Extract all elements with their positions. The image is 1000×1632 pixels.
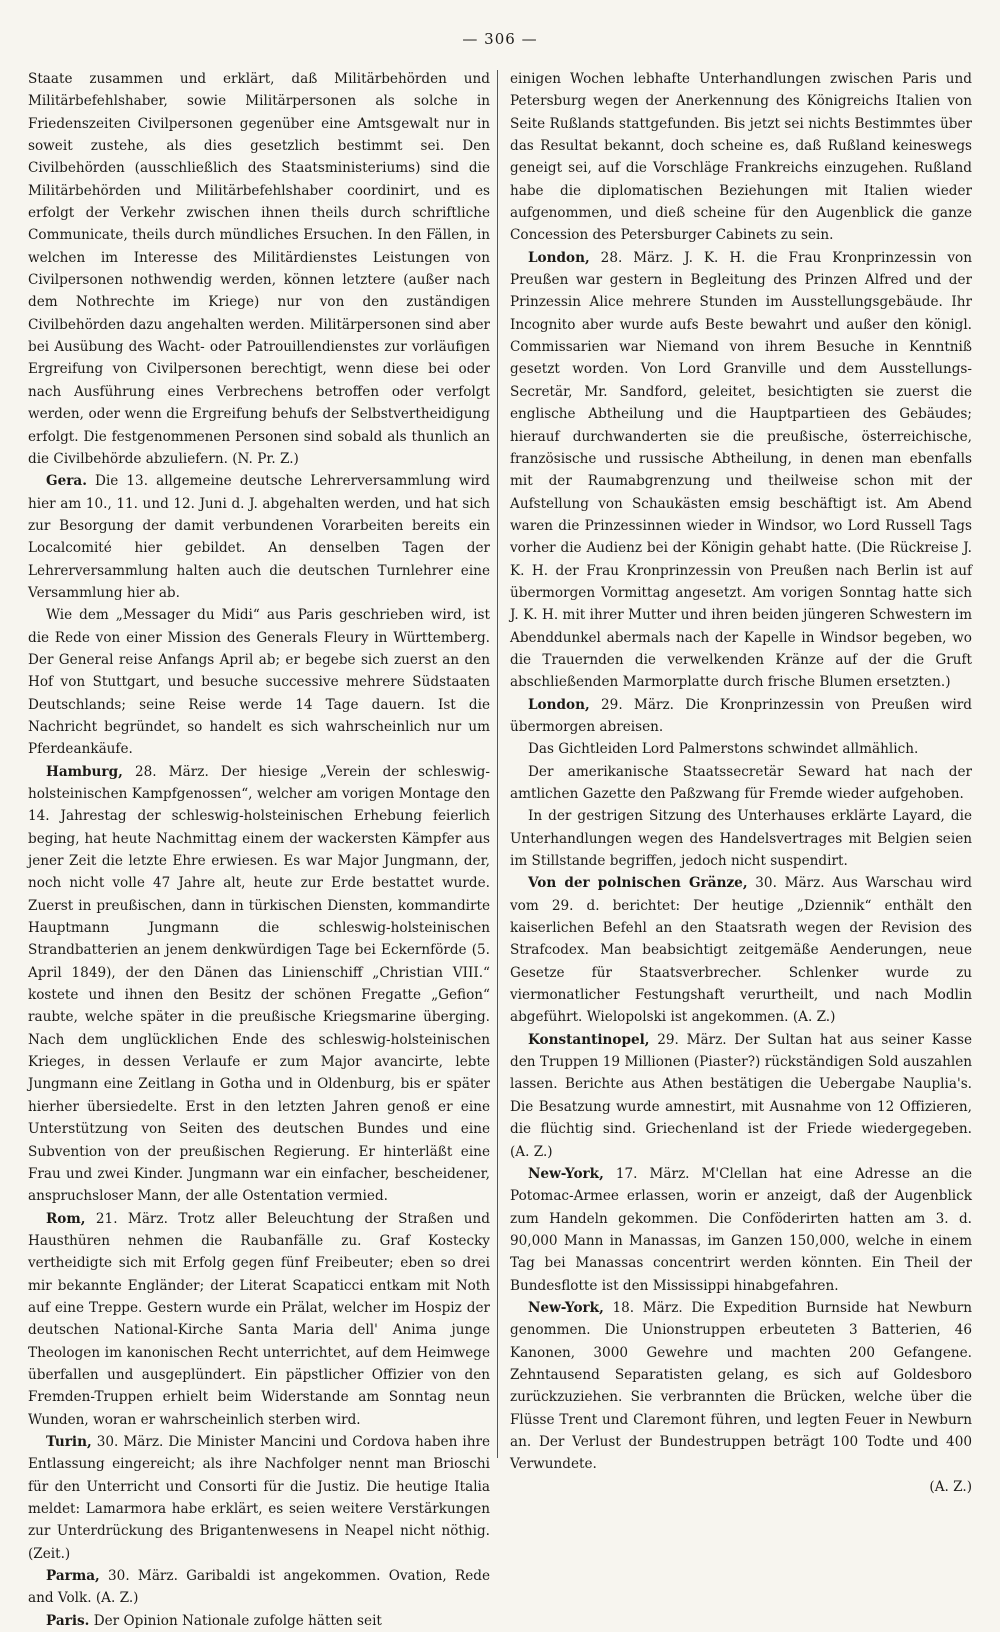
article-dateline: Hamburg, xyxy=(46,763,123,780)
article-source: (Zeit.) xyxy=(28,1545,71,1562)
article-dateline: New-York, xyxy=(528,1299,604,1316)
page-number: — 306 — xyxy=(462,30,538,48)
article-text: 28. März. J. K. H. die Frau Kronprinzessin von Preußen war gestern in Begleitung des Prinzen Alfred und der Prinzessin Alice mehrere Stunden im Ausstellungsgebäude. Ihr Incognito aber wurde aufs Beste bewahrt und außer den königl. Commissarien war Niemand von ihrem Besuche in Kenntniß gesetzt worden. Von Lord Granville und dem Ausstellungs-Secretär, Mr. Sandford, geleitet, besichtigten sie zuerst die englische Abtheilung und die Hauptpartieen des Gebäudes; hierauf durchwanderten sie die preußische, österreichische, französische und russische Abtheilung, in denen man ebenfalls mit der Raumabgrenzung und theilweise schon mit der Aufstellung von Schaukästen emsig beschäftigt ist. Am Abend waren die Prinzessinnen wieder in Windsor, wo Lord Russell Tags vorher die Audienz bei der Königin gehabt hatte. (Die Rückreise J. K. H. der Frau Kronprinzessin von Preußen nach Berlin ist auf übermorgen Vormittag angesetzt. Am vorigen Sonntag hatte sich J. K. H. mit ihrer Mutter und ihren beiden jüngeren Schwestern im Abenddunkel abermals nach der Kapelle in Windsor begeben, wo die Trauernden die verwelkenden Kränze auf der die Gruft abschließenden Marmorplatte durch frische Blumen ersetzten.) xyxy=(510,249,973,691)
right-column xyxy=(510,68,972,1498)
article-dateline: Konstantinopel, xyxy=(528,1031,650,1048)
article-paragraph xyxy=(510,1476,972,1498)
article-paragraph xyxy=(510,1163,972,1297)
article-dateline: Turin, xyxy=(46,1433,92,1450)
article-text: 30. März. Aus Warschau wird vom 29. d. berichtet: Der heutige „Dziennik“ enthält den kaiserlichen Befehl an den Staatsrath wegen der Revision des Strafcodex. Man beabsichtigt zeitgemäße Aenderungen, neue Gesetze für Staatsverbrecher. Schlenker wurde zu viermonatlicher Festungshaft verurtheilt, und nach Modlin abgeführt. Wielopolski ist angekommen. xyxy=(510,875,972,1026)
article-text: 29. März. Die Kronprinzessin von Preußen wird übermorgen abreisen. xyxy=(510,696,973,735)
article-source: (A. Z.) xyxy=(792,1009,836,1026)
column-divider xyxy=(497,70,498,1458)
article-text: Staate zusammen und erklärt, daß Militärbehörden und Militärbefehlshaber, sowie Militärpersonen als solche in Friedenszeiten Civilpersonen gegenüber eine Amtsgewalt nur in soweit zustehe, als dies gesetzlich bestimmt sei. Den Civilbehörden (ausschließlich des Staatsministeriums) sind die Militärbehörden und Militärbefehlshaber coordinirt, und es erfolgt der Verkehr zwischen ihnen theils durch schriftliche Communicate, theils durch mündliches Ersuchen. In den Fällen, in welchen im Interesse des Militärdienstes Leistungen von Civilpersonen nothwendig werden, können letztere (außer nach dem Nothrechte im Kriege) nur von den zuständigen Civilbehörden dazu angehalten werden. Militärpersonen sind aber bei Ausübung des Wacht- oder Patrouillendienstes zur vorläufigen Ergreifung von Civilpersonen berechtigt, wenn diese bei oder nach Ausführung eines Verbrechens betroffen oder verfolgt werden, oder wenn die Ergreifung behufs der Selbstvertheidigung erfolgt. Die festgenommenen Personen sind sobald als thunlich an die Civilbehörde abzuliefern. xyxy=(28,71,490,467)
article-dateline: Rom, xyxy=(46,1210,86,1227)
article-source: (A. Z.) xyxy=(929,1478,972,1495)
article-paragraph xyxy=(510,872,972,1028)
article-paragraph xyxy=(28,470,490,604)
article-paragraph xyxy=(510,1029,972,1163)
article-text: einigen Wochen lebhafte Unterhandlungen zwischen Paris und Petersburg wegen der Anerkennung des Königreichs Italien von Seite Rußlands stattgefunden. Bis jetzt sei nichts Bestimmtes über das Resultat bekannt, doch scheine es, daß Rußland keineswegs geneigt sei, auf die Vorschläge Frankreichs einzugehen. Rußland habe die diplomatischen Beziehungen mit Italien wieder aufgenommen, und dieß scheine für den Augenblick die ganze Concession des Petersburger Cabinets zu sein. xyxy=(510,71,972,244)
article-text: 30. März. Die Minister Mancini und Cordova haben ihre Entlassung eingereicht; als ihre Nachfolger nennt man Brioschi für den Unterricht und Consorti für die Justiz. Die heutige Italia meldet: Lamarmora habe erklärt, es seien weitere Verstärkungen zur Unterdrückung des Brigantenwesens in Neapel nicht nöthig. xyxy=(28,1433,490,1540)
article-paragraph xyxy=(510,694,972,739)
article-text: 30. März. Garibaldi ist angekommen. Ovation, Rede and Volk. xyxy=(28,1568,490,1607)
article-dateline: Paris. xyxy=(46,1612,90,1629)
article-paragraph xyxy=(28,1431,490,1565)
article-dateline: London, xyxy=(528,696,590,713)
article-text: Die 13. allgemeine deutsche Lehrerversammlung wird hier am 10., 11. und 12. Juni d. J. abgehalten werden, und hat sich zur Besorgung der damit verbundenen Vorarbeiten bereits ein Localcomité hier gebildet. An denselben Tagen der Lehrerversammlung halten auch die deutschen Turnlehrer eine Versammlung hier ab. xyxy=(28,473,490,601)
article-text: 21. März. Trotz aller Beleuchtung der Straßen und Hausthüren nehmen die Raubanfälle zu. Graf Kostecky vertheidigte sich mit Erfolg gegen fünf Freibeuter; eben so drei mir bekannte Engländer; der Literat Scapaticci entkam mit Noth auf eine Treppe. Gestern wurde ein Prälat, welcher im Hospiz der deutschen National-Kirche Santa Maria dell' Anima junge Theologen im kanonischen Recht unterrichtet, auf dem Heimwege überfallen und ausgeplündert. Ein päpstlicher Offizier von den Fremden-Truppen erhielt beim Widerstande am Sonntag neun Wunden, woran er wahrscheinlich sterben wird. xyxy=(28,1210,490,1428)
article-text: Das Gichtleiden Lord Palmerstons schwindet allmählich. xyxy=(528,741,919,758)
article-text: 29. März. Der Sultan hat aus seiner Kasse den Truppen 19 Millionen (Piaster?) rückständigen Sold auszahlen lassen. Berichte aus Athen bestätigen die Uebergabe Nauplia's. Die Besatzung wurde amnestirt, mit Ausnahme von 12 Offizieren, die flüchtig sind. Griechenland ist der Friede wiedergegeben. xyxy=(510,1031,972,1138)
article-dateline: Gera. xyxy=(46,473,87,490)
article-paragraph xyxy=(28,1610,490,1632)
article-source: (N. Pr. Z.) xyxy=(232,450,299,467)
article-text: In der gestrigen Sitzung des Unterhauses erklärte Layard, die Unterhandlungen wegen des Handelsvertrages mit Belgien seien im Stillstande begriffen, jedoch nicht suspendirt. xyxy=(510,808,972,870)
article-text: Wie dem „Messager du Midi“ aus Paris geschrieben wird, ist die Rede von einer Mission des Generals Fleury in Württemberg. Der General reise Anfangs April ab; er begebe sich zuerst an den Hof von Stuttgart, und besuche successive mehrere Südstaaten Deutschlands; seine Reise werde 14 Tage dauern. Ist die Nachricht begründet, so handelt es sich wahrscheinlich nur um Pferdeankäufe. xyxy=(28,607,490,758)
article-dateline: Parma, xyxy=(46,1568,100,1585)
article-source: (A. Z.) xyxy=(510,1143,553,1160)
article-paragraph xyxy=(28,1565,490,1610)
article-text: 18. März. Die Expedition Burnside hat Newburn genommen. Die Unionstruppen erbeuteten 3 Batterien, 46 Kanonen, 3000 Gewehre und machten 200 Gefangene. Zehntausend Separatisten gelang, es sich auf Goldesboro zurückzuziehen. Sie verbrannten die Brücken, welche über die Flüsse Trent und Claremont führen, und legten Feuer in Newburn an. Der Verlust der Bundestruppen beträgt 100 Todte und 400 Verwundete. xyxy=(510,1299,972,1473)
left-column xyxy=(28,68,490,1632)
article-paragraph xyxy=(510,247,972,694)
article-paragraph xyxy=(510,761,972,806)
article-paragraph xyxy=(510,68,972,247)
article-paragraph xyxy=(28,1208,490,1431)
article-text: Der amerikanische Staatssecretär Seward hat nach der amtlichen Gazette den Paßzwang für Fremde wieder aufgehoben. xyxy=(510,763,972,802)
article-text: 28. März. Der hiesige „Verein der schleswig-holsteinischen Kampfgenossen“, welcher am vorigen Montage den 14. Jahrestag der schleswig-holsteinischen Erhebung feierlich beging, hat heute Nachmittag einem der wackersten Kämpfer aus jener Zeit die letzte Ehre erwiesen. Es war Major Jungmann, der, noch nicht volle 47 Jahre alt, heute zur Erde bestattet wurde. Zuerst in preußischen, dann in türkischen Diensten, kommandirte Hauptmann Jungmann die schleswig-holsteinischen Strandbatterien an jenem denkwürdigen Tage bei Eckernförde (5. April 1849), der den Dänen das Linienschiff „Christian VIII.“ kostete und ihnen den Besitz der schönen Fregatte „Gefion“ raubte, welche später in die preußische Kriegsmarine überging. Nach dem unglücklichen Ende des schleswig-holsteinischen Krieges, in dessen Verlaufe er zum Major avancirte, lebte Jungmann eine Zeitlang in Gotha und in Oldenburg, bis er später hierher übersiedelte. Erst in den letzten Jahren genoß er eine Unterstützung von Seiten des deutschen Bundes und eine Subvention von der preußischen Regierung. Er hinterläßt eine Frau und zwei Kinder. Jungmann war ein einfacher, bescheidener, anspruchsloser Mann, der alle Ostentation vermied. xyxy=(28,763,490,1205)
article-dateline: Von der polnischen Gränze, xyxy=(528,875,748,892)
article-text: 17. März. M'Clellan hat eine Adresse an die Potomac-Armee erlassen, worin er anzeigt, daß der Augenblick zum Handeln gekommen. Die Conföderirten hatten am 3. d. 90,000 Mann in Manassas, im Ganzen 150,000, welche in einem Tag bei Manassas concentrirt werden könnten. Ein Theil der Bundesflotte ist den Mississippi hinabgefahren. xyxy=(510,1165,973,1294)
article-paragraph xyxy=(510,805,972,872)
article-paragraph xyxy=(510,738,972,760)
article-paragraph xyxy=(28,604,490,760)
article-paragraph xyxy=(28,68,490,470)
article-dateline: London, xyxy=(528,249,590,266)
article-text: Der Opinion Nationale zufolge hätten seit xyxy=(93,1612,382,1629)
article-paragraph xyxy=(28,761,490,1208)
article-source: (A. Z.) xyxy=(95,1590,139,1607)
article-dateline: New-York, xyxy=(528,1165,604,1182)
article-paragraph xyxy=(510,1297,972,1476)
